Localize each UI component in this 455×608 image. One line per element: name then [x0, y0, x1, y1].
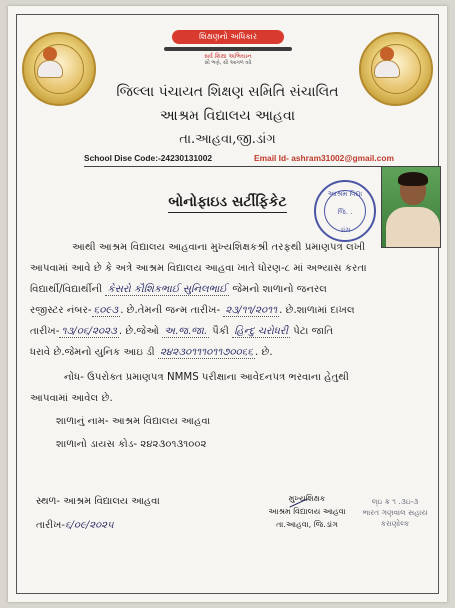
body-line-1: આથી આશ્રમ વિદ્યાલય આહવાના મુખ્યશિક્ષકશ્રી તરફથી પ્રમાણપત્ર લખી: [72, 242, 366, 253]
headmaster-stamp: મુખ્યશિક્ષક આશ્રમ વિદ્યાલય આહવા તા.આહવા, જિ.ડાંગ: [268, 494, 346, 529]
certificate-sheet: [8, 6, 447, 602]
place-line: સ્થળ- આશ્રમ વિદ્યાલય આહવા: [36, 496, 160, 507]
banner-pill: શિક્ષણનો અધિકાર: [172, 30, 284, 44]
school-name-line: શાળાનું નામ- આશ્રમ વિદ્યાલય આહવા: [56, 416, 211, 427]
pencil-icon: [164, 47, 292, 51]
body-line-3: વિદ્યાર્થી/વિદ્યાર્થીની કેસરો કૌશિકભાઈ સુનિલભાઈ જેમનો શાળાનો જનરલ: [30, 284, 327, 295]
certificate-title: બોનોફાઇડ સર્ટીફિકેટ: [8, 194, 447, 210]
header-school-name: આશ્રમ વિદ્યાલય આહવા: [159, 108, 296, 124]
school-round-stamp: આશ્રમ વિદ્યા જિ. . ડાંગ: [314, 180, 376, 242]
body-line-2: આપવામાં આવે છે કે અત્રે આશ્રમ વિદ્યાલય આહવા ખાતે ધોરણ-૮ માં અભ્યાસ કરતા: [30, 263, 367, 274]
register-number: ૬૦૯૩: [93, 305, 119, 316]
faint-office-stamp: લ્ઇ ક્ર ૧ .૩ઇ-૩ ભારત ગણવાલ સહાય કરાણોલ્ક: [362, 497, 428, 528]
school-dise-code: School Dise Code:-24230131002: [84, 153, 213, 163]
header-divider: [84, 166, 393, 167]
issue-date: ૬/૦૯/૨૦૨૫: [64, 520, 114, 531]
header-line-1: જિલ્લા પંચાયત શિક્ષણ સમિતિ સંચાલિત: [116, 84, 339, 100]
body-note: નોંધ- ઉપરોક્ત પ્રમાણપત્ર NMMS પરીક્ષાના આવેદનપત્ર ભરવાના હેતુથી: [64, 372, 349, 383]
school-email: Email Id- ashram31002@gmail.com: [254, 153, 394, 163]
education-banner-logo: [158, 30, 298, 66]
unique-id: ૨૪૨૩૦૧૧૧૦૧૧૭૦૦૬૬: [159, 347, 253, 358]
banner-subtitle: સર્વ શિક્ષા અભિયાન: [204, 53, 252, 60]
date-line: તારીખ-૬/૦૯/૨૦૨૫: [36, 520, 114, 531]
student-name: કેસરો કૌશિકભાઈ સુનિલભાઈ: [107, 284, 228, 295]
body-line-5: તારીખ- ૧૩/૦૬/૨૦૨૩ . છે.જેઓ અ.જ.જા. પૈકી હિન્દુ ચરોધરી પેટા જાતિ: [30, 326, 334, 337]
banner-tagline: સૌ ભણે, સૌ આગળ વધે: [204, 60, 252, 66]
birth-date: ૨૩/૧૧/૨૦૧૧: [225, 305, 278, 316]
header-address: તા.આહવા,જી.ડાંગ: [179, 132, 276, 147]
category: અ.જ.જા.: [164, 326, 207, 337]
admission-date: ૧૩/૦૬/૨૦૨૩: [61, 326, 117, 337]
body-line-8: આપવામાં આવેલ છે.: [30, 393, 113, 404]
body-line-4: રજીસ્ટર નંબર- ૬૦૯૩ . છે.તેમની જન્મ તારીખ- ૨૩/૧૧/૨૦૧૧ . છે.શાળામાં દાખલ: [30, 305, 355, 316]
dise-code-line: શાળાનો ડાયસ કોડ- ૨૪૨૩૦૧૩૧૦૦૨: [56, 439, 207, 450]
body-line-6: ધરાવે છે.જેમનો યુનિક આઇ ડી ૨૪૨૩૦૧૧૧૦૧૧૭૦૦૬૬ . છે.: [30, 347, 273, 358]
sub-caste: હિન્દુ ચરોધરી: [234, 326, 289, 337]
